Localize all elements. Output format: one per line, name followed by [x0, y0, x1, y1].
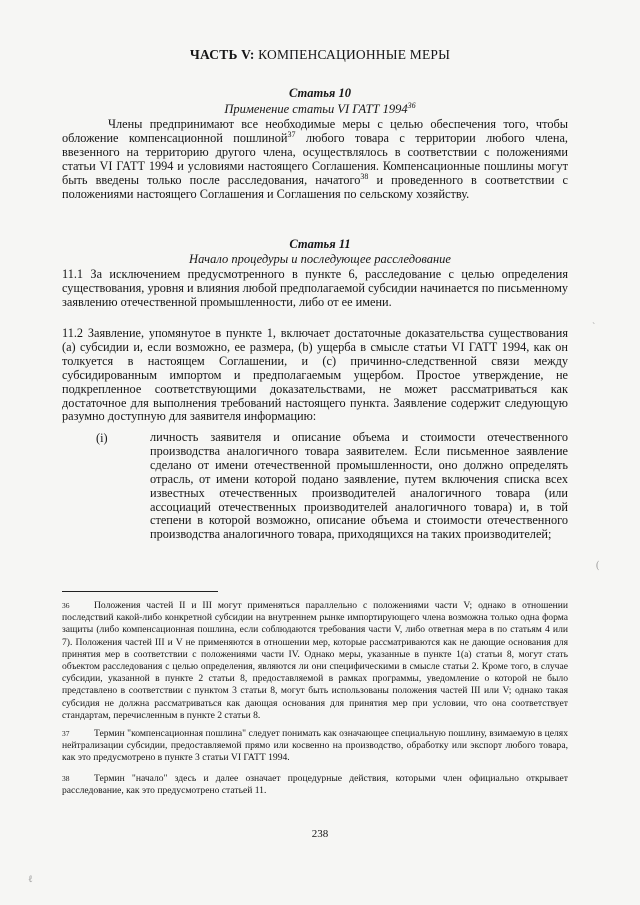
article-11-title: Начало процедуры и последующее расследование [189, 252, 451, 266]
scan-speck: ℓ [28, 874, 33, 885]
article-10-number: Статья 10 [289, 86, 351, 100]
scan-speck: ( [596, 560, 600, 571]
footnote-37-mark: 37 [62, 729, 70, 738]
part-title-rest: КОМПЕНСАЦИОННЫЕ МЕРЫ [254, 47, 451, 62]
article-10-text-a: Члены предпринимают все необходимые меры с целью обеспечения того, чтобы обложение компенсационной пошлиной [62, 117, 568, 145]
footnote-36 [62, 600, 568, 722]
footnote-38 [62, 773, 568, 797]
part-title [0, 47, 640, 63]
article-10-paragraph [62, 118, 568, 201]
footnote-38-mark: 38 [62, 774, 70, 783]
article-10-text-b: любого товара с территории любого члена, ввезенного на территорию другого члена, осуществлялось в соответствии с положениями статьи VI ГАТТ 1994 и условиями настоящего Соглашения. Компенсационные пошлины могут быть введены только после расследования, начатого [62, 130, 568, 187]
footnote-36-mark: 36 [62, 601, 70, 610]
item-i-text: личность заявителя и описание объема и стоимости отечественного производства аналогичного товара заявителем. Если письменное заявление сделано от имени отечественной промышленности, оно должно определять отрасль, от имени которой подано заявление, путем включения списка всех известных отечественных производителей аналогичного товара (или ассоциаций отечественных производителей аналогичного товара) и, в той степени в которой возможно, описание объема и стоимости отечественного производства аналогичного товара, приходящихся на таких производителей; [150, 430, 568, 542]
article-10-text-c: и проведенного в соответствии с положениями настоящего Соглашения и Соглашения по сельскому хозяйству. [62, 172, 568, 201]
item-i-label: (i) [96, 431, 108, 445]
footnote-38-text: Термин "начало" здесь и далее означает процедурные действия, которыми член официально открывает расследование, как это предусмотрено статьей 11. [62, 773, 568, 797]
article-10-title-text: Применение статьи VI ГАТТ 1994 [224, 102, 408, 117]
footnote-separator [62, 591, 218, 592]
footnote-ref-36: 36 [407, 101, 416, 110]
footnote-37-text: Термин "компенсационная пошлина" следует понимать как означающее специальную пошлину, взимаемую в целях нейтрализации субсидии, предоставляемой прямо или косвенно на производство, обработку или экспорт любого товара, как это предусмотрено в пункте 3 статьи VI ГАТТ 1994. [62, 728, 568, 764]
part-title-bold: ЧАСТЬ V: [189, 47, 255, 62]
paragraph-11-2: 11.2 Заявление, упомянутое в пункте 1, включает достаточные доказательства существования (a) субсидии и, если возможно, ее размера, (b) ущерба в смысле статьи VI ГАТТ 1994, как он толкуется в настоящем Соглашении, и (c) причинно-следственной связи между субсидированным импортом и предполагаемым ущербом. Простое утверждение, не подкрепленное соответствующими доказательствами, не может рассматриваться как достаточное для выполнения требований настоящего пункта. Заявление содержит следующую разумно доступную для заявителя информацию: [62, 326, 568, 424]
footnote-ref-37: 37 [287, 129, 296, 139]
paragraph-11-1: 11.1 За исключением предусмотренного в пункте 6, расследование с целью определения существования, уровня и влияния любой предполагаемой субсидии начинается по письменному заявлению отечественной промышленности, либо от ее имени. [62, 267, 568, 309]
page-number: 238 [311, 828, 329, 840]
footnote-ref-38: 38 [360, 171, 369, 181]
footnote-36-text: Положения частей II и III могут применяться параллельно с положениями части V; однако в отношении последствий какой-либо конкретной субсидии на внутреннем рынке импортирующего члена возможна только одна форма защиты (либо компенсационная пошлина, если соблюдаются требования части V, либо ответная мера в по статьям 4 или 7). Положения частей III и V не применяются в отношении мер, которые рассматриваются как не дающие основания для принятия мер в соответствии с положениями части IV. Однако меры, указанные в пункте 1(a) статьи 8, могут стать объектом расследования с целью определения, являются ли они специфическими в смысле статьи 2. Кроме того, в случае субсидии, указанной в пункте 2 статьи 8, предоставляемой в рамках программы, уведомление о которой не было представлено в соответствии с пунктом 3 статьи 8, могут быть использованы положения частей III или V; однако такая субсидия не должна рассматриваться как дающая основания для принятия мер при условии, что она соответствует стандартам, перечисленным в пункте 2 статьи 8. [62, 600, 568, 721]
article-11-number: Статья 11 [289, 237, 351, 251]
footnote-37 [62, 728, 568, 765]
article-10-title [0, 101, 640, 117]
scan-speck: ` [592, 322, 596, 333]
